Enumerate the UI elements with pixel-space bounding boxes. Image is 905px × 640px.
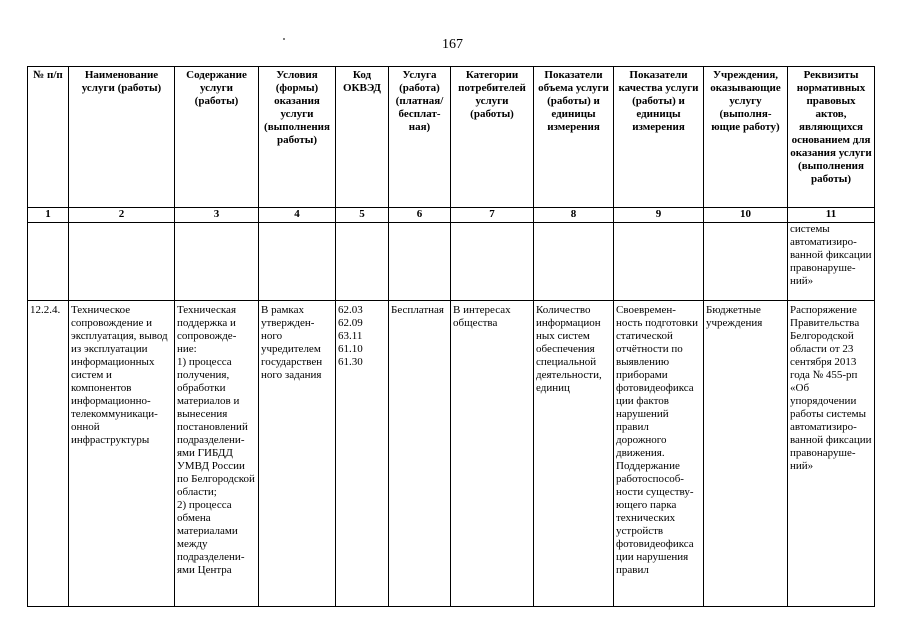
- row-legal-acts: Распоряжение Правительства Белгородской области от 23 сентября 2013 года № 455-рп «Об упорядочении работы системы автоматизиро-ванной фиксации правонаруше-ний»: [788, 301, 875, 607]
- header-legal-acts: Реквизиты нормативных правовых актов, являющихся основанием для оказания услуги (выполнения работы): [788, 67, 875, 208]
- column-number: 6: [389, 208, 451, 223]
- table-cell-empty: [704, 223, 788, 301]
- column-number: 1: [28, 208, 69, 223]
- row-institutions: Бюджетные учреждения: [704, 301, 788, 607]
- column-number: 7: [451, 208, 534, 223]
- column-number: 3: [175, 208, 259, 223]
- column-number: 11: [788, 208, 875, 223]
- column-number: 5: [336, 208, 389, 223]
- header-service-name: Наименование услуги (работы): [69, 67, 175, 208]
- table-cell-empty: [534, 223, 614, 301]
- header-consumers: Категории потребителей услуги (работы): [451, 67, 534, 208]
- header-paid: Услуга (работа) (платная/ бесплат-ная): [389, 67, 451, 208]
- column-number-row: [28, 208, 875, 223]
- column-number: 2: [69, 208, 175, 223]
- table-cell-empty: [259, 223, 336, 301]
- table-cell-empty: [389, 223, 451, 301]
- services-registry-table: [27, 66, 875, 607]
- row-volume: Количество информацион ных систем обеспечения специальной деятельности, единиц: [534, 301, 614, 607]
- column-number: 9: [614, 208, 704, 223]
- row-content: Техническая поддержка и сопровожде-ние: 1) процесса получения, обработки материалов и вынесения постановлений подразделени-ями ГИБДД УМВД России по Белгородской области; 2) процесса обмена материалами между подразделени-ями Центра: [175, 301, 259, 607]
- header-institutions: Учреждения, оказывающие услугу (выполня-ющие работу): [704, 67, 788, 208]
- row-conditions: В рамках утвержден-ного учредителем государствен ного задания: [259, 301, 336, 607]
- table-header-row: [28, 67, 875, 208]
- header-conditions: Условия (формы) оказания услуги (выполнения работы): [259, 67, 336, 208]
- header-okved: Код ОКВЭД: [336, 67, 389, 208]
- table-cell-empty: [614, 223, 704, 301]
- table-cell-empty: [336, 223, 389, 301]
- table-cell-empty: [69, 223, 175, 301]
- row-service-name: Техническое сопровождение и эксплуатация, вывод из эксплуатации информационных систем и компонентов информационно-телекоммуникаци-онной инфраструктуры: [69, 301, 175, 607]
- column-number: 8: [534, 208, 614, 223]
- continuation-legal-acts: системы автоматизиро-ванной фиксации правонаруше-ний»: [788, 223, 875, 301]
- table-cell-empty: [28, 223, 69, 301]
- row-consumers: В интересах общества: [451, 301, 534, 607]
- column-number: 4: [259, 208, 336, 223]
- page-number: 167: [442, 37, 463, 52]
- scan-speck: [283, 38, 285, 40]
- table-cell-empty: [175, 223, 259, 301]
- table-row: [28, 301, 875, 607]
- row-num: 12.2.4.: [28, 301, 69, 607]
- row-quality: Своевремен-ность подготовки статической отчётности по выявлению приборами фотовидеофикса ции фактов нарушений правил дорожного движения. Поддержание работоспособ-ности существу-ющего парка технических устройств фотовидеофикса ции нарушения правил: [614, 301, 704, 607]
- table-cell-empty: [451, 223, 534, 301]
- row-paid: Бесплатная: [389, 301, 451, 607]
- header-volume: Показатели объема услуги (работы) и единицы измерения: [534, 67, 614, 208]
- row-okved: 62.03 62.09 63.11 61.10 61.30: [336, 301, 389, 607]
- column-number: 10: [704, 208, 788, 223]
- header-quality: Показатели качества услуги (работы) и единицы измерения: [614, 67, 704, 208]
- header-content: Содержание услуги (работы): [175, 67, 259, 208]
- header-num: № п/п: [28, 67, 69, 208]
- continuation-row: [28, 223, 875, 301]
